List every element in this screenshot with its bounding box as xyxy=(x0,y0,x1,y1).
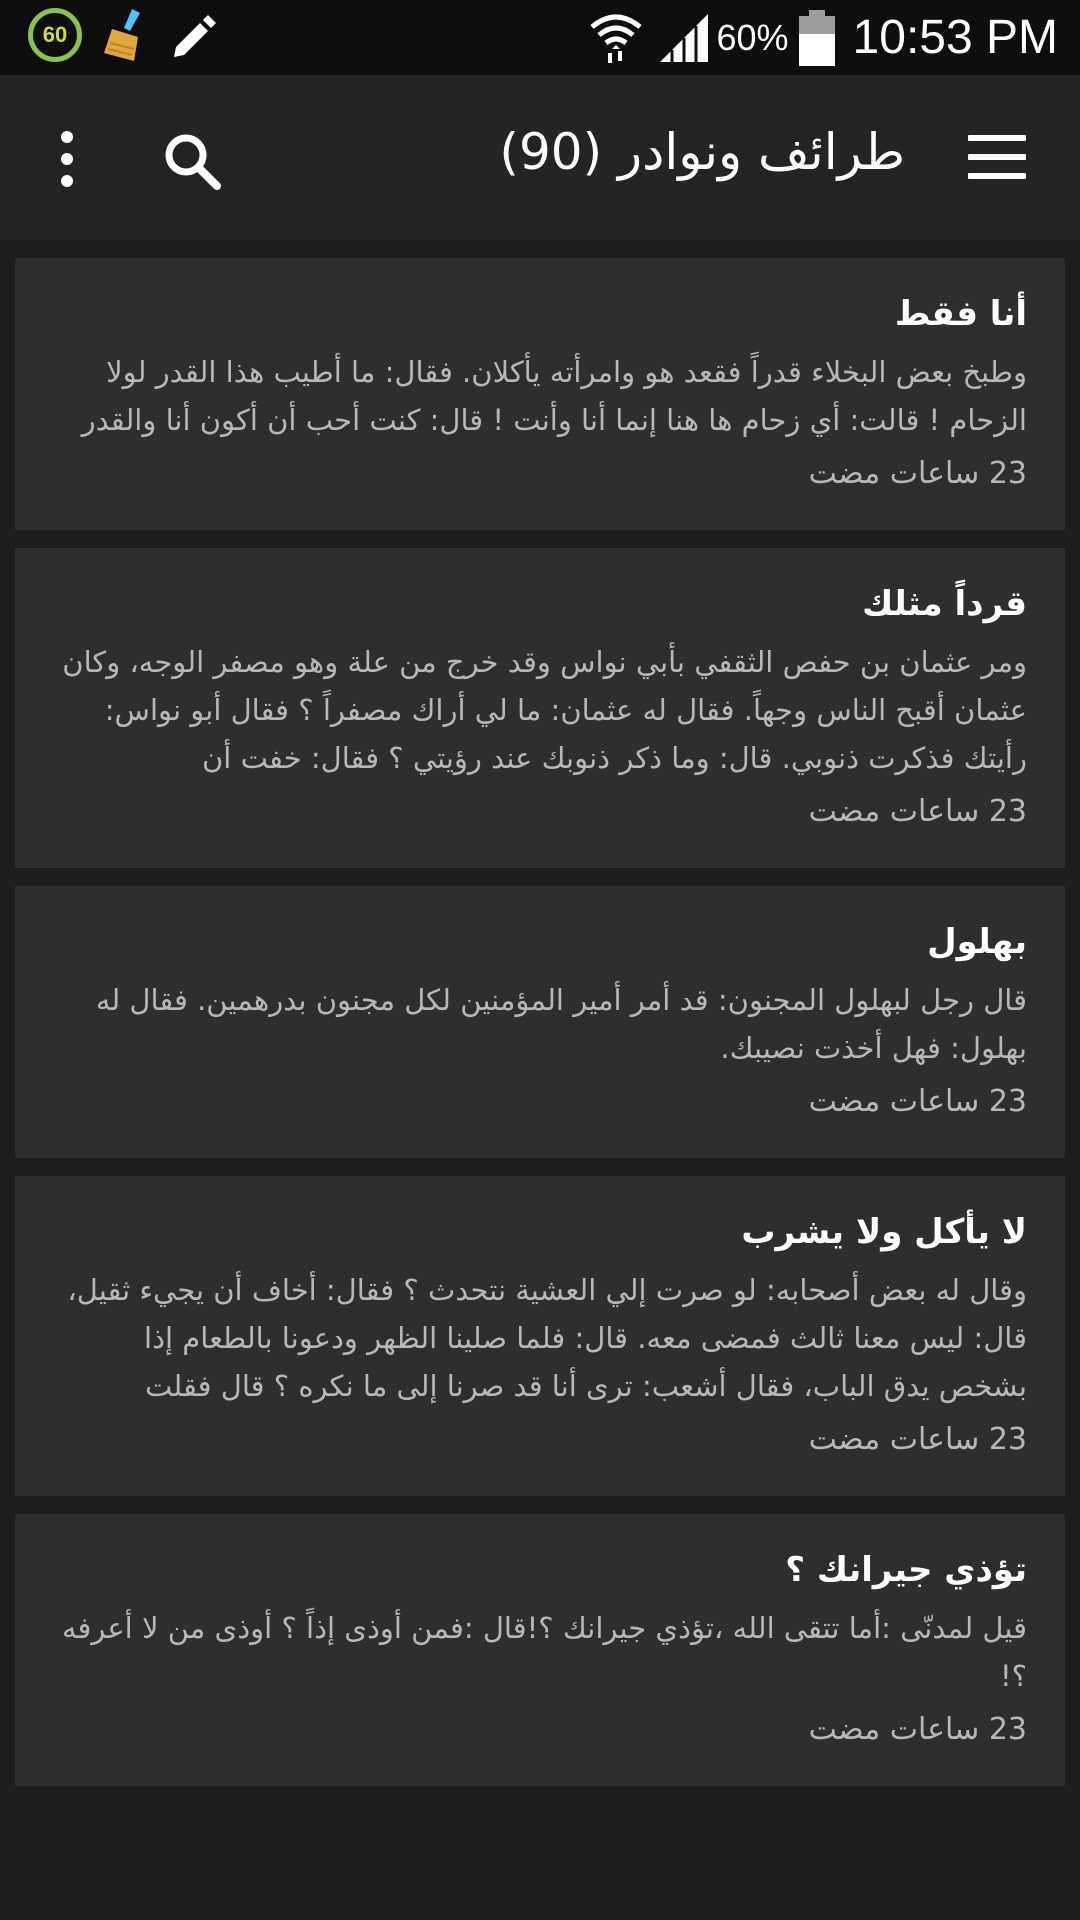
card-title: تؤذي جيرانك ؟ xyxy=(785,1550,1027,1590)
hamburger-menu-icon[interactable] xyxy=(968,135,1026,179)
list-item[interactable] xyxy=(15,258,1065,530)
card-title: لا يأكل ولا يشرب xyxy=(741,1212,1027,1252)
card-time: 23 ساعات مضت xyxy=(808,794,1027,829)
card-time: 23 ساعات مضت xyxy=(808,1712,1027,1747)
card-body: قيل لمدنّى :أما تتقى الله ،تؤذي جيرانك ؟!قال :فمن أوذى إذاً ؟ أوذى من لا أعرفه ؟! xyxy=(61,1611,1027,1693)
card-title: أنا فقط xyxy=(894,294,1027,334)
card-body: وطبخ بعض البخلاء قدراً فقعد هو وامرأته يأكلان. فقال: ما أطيب هذا القدر لولا الزحام ! قالت: أي زحام ها هنا إنما أنا وأنت ! قال: كنت أحب أن أكون أنا والقدر xyxy=(81,355,1027,437)
card-body: وقال له بعض أصحابه: لو صرت إلي العشية نتحدث ؟ فقال: أخاف أن يجيء ثقيل، قال: ليس معنا ثالث فمضى معه. قال: فلما صلينا الظهر ودعونا بالطعام إذا بشخص يدق الباب، فقال أشعب: ترى أنا قد صرنا إلى ما نكره ؟ قال فقلت xyxy=(67,1273,1027,1403)
search-icon[interactable] xyxy=(162,131,222,191)
status-bar xyxy=(0,0,1080,75)
card-time: 23 ساعات مضت xyxy=(808,1084,1027,1119)
card-body: قال رجل لبهلول المجنون: قد أمر أمير المؤمنين لكل مجنون بدرهمين. فقال له بهلول: فهل أخذت نصيبك. xyxy=(95,983,1027,1065)
wifi-icon xyxy=(588,11,644,65)
card-body: ومر عثمان بن حفص الثقفي بأبي نواس وقد خرج من علة وهو مصفر الوجه، وكان عثمان أقبح الناس وجهاً. فقال له عثمان: ما لي أراك مصفراً ؟ فقال أبو نواس: رأيتك فذكرت ذنوبي. قال: وما ذكر ذنوبك عند رؤيتي ؟ فقال: خفت أن xyxy=(62,645,1027,775)
broom-icon xyxy=(104,9,148,61)
pencil-icon xyxy=(170,11,218,59)
list-item[interactable] xyxy=(15,548,1065,868)
app-bar xyxy=(0,75,1080,240)
list-item[interactable] xyxy=(15,1176,1065,1496)
status-time: 10:53 PM xyxy=(852,11,1058,64)
card-time: 23 ساعات مضت xyxy=(808,456,1027,491)
overflow-menu-icon[interactable] xyxy=(52,131,82,191)
battery-percent: 60% xyxy=(716,16,789,58)
card-title: بهلول xyxy=(927,922,1027,962)
card-title: قرداً مثلك xyxy=(862,584,1027,624)
battery-icon xyxy=(799,10,835,66)
joke-list xyxy=(15,258,1065,1804)
list-item[interactable] xyxy=(15,1514,1065,1786)
list-item[interactable] xyxy=(15,886,1065,1158)
signal-icon xyxy=(658,12,710,64)
page-title: طرائف ونوادر (90) xyxy=(499,123,905,181)
fps-badge: 60 xyxy=(28,8,82,62)
card-time: 23 ساعات مضت xyxy=(808,1422,1027,1457)
